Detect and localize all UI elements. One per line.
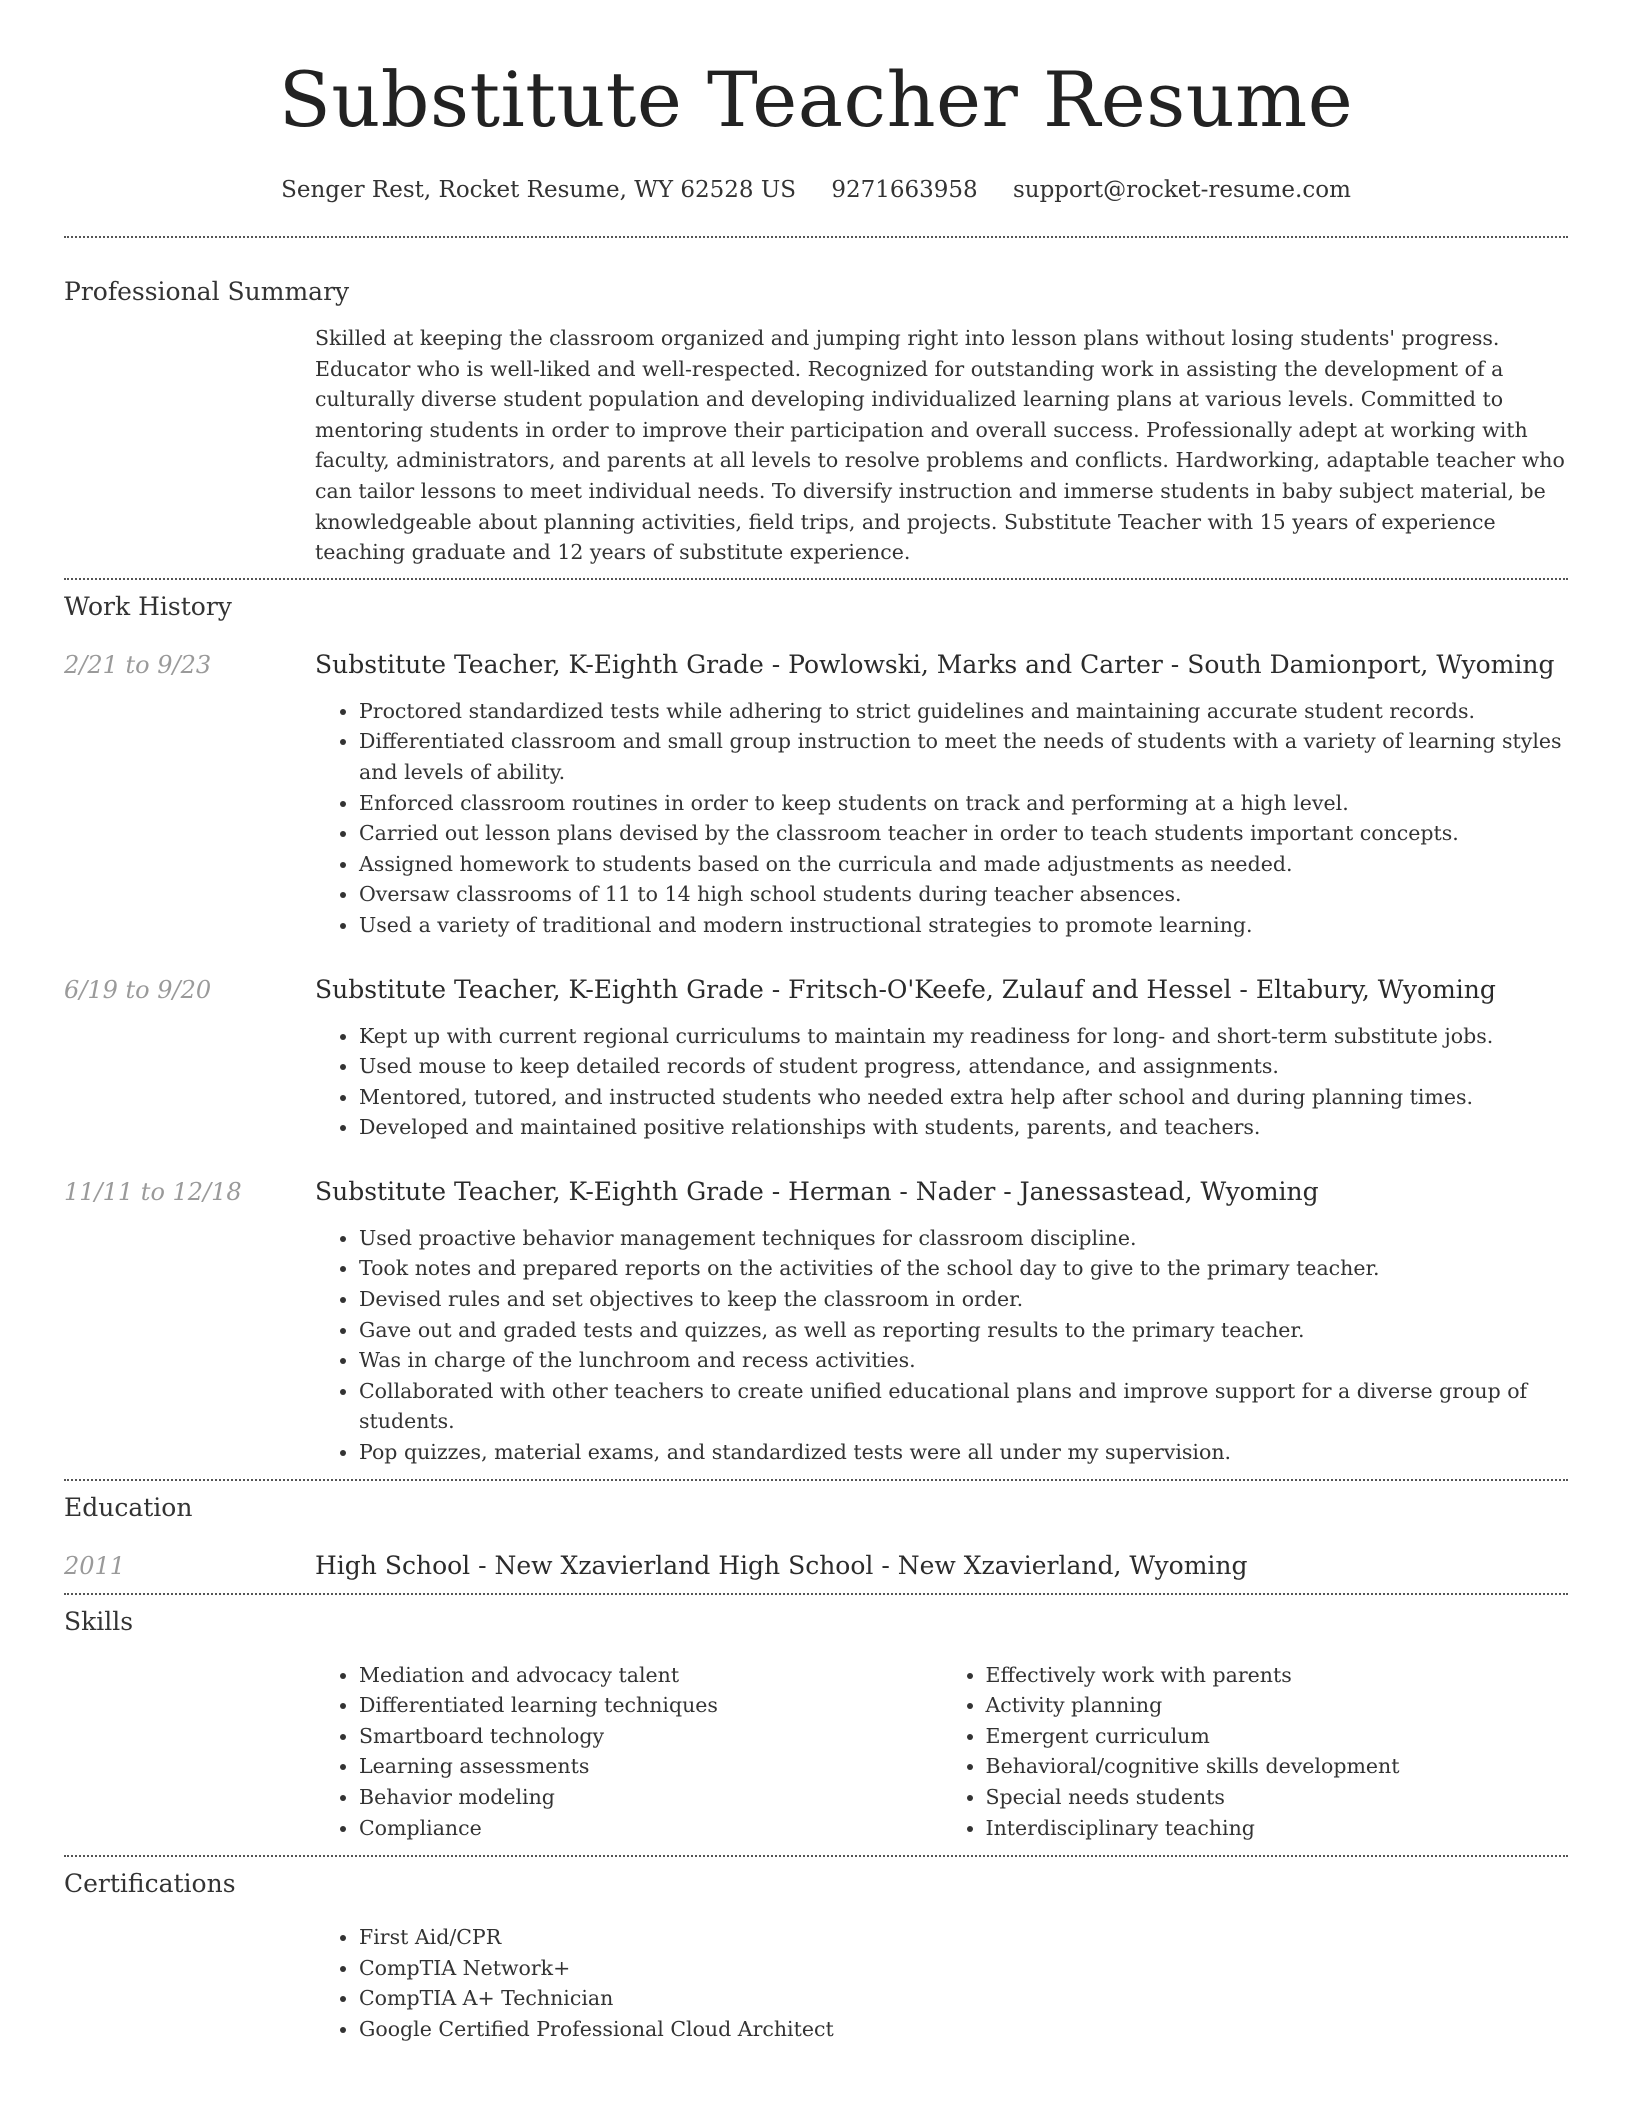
summary-section-title: Professional Summary xyxy=(64,277,350,306)
certifications-section-title: Certifications xyxy=(64,1869,236,1899)
summary-divider xyxy=(64,578,1568,580)
job-entry xyxy=(64,649,1568,941)
job-bullets xyxy=(315,1223,1568,1468)
header-divider xyxy=(64,236,1568,238)
job-bullets xyxy=(315,696,1568,941)
job-dates: 11/11 to 12/18 xyxy=(64,1177,242,1206)
list-item: • Mentored, tutored, and instructed students who needed extra help after school and during planning times. xyxy=(359,1082,1568,1113)
job-heading: Substitute Teacher, K-Eighth Grade - Powlowski, Marks and Carter - South Damionport, Wyoming xyxy=(315,649,1555,679)
list-item: • Activity planning xyxy=(986,1690,1569,1721)
skills-column-right xyxy=(942,1660,1569,1844)
job-dates: 2/21 to 9/23 xyxy=(64,650,212,679)
skills-divider xyxy=(64,1855,1568,1857)
list-item: • Took notes and prepared reports on the activities of the school day to give to the primary teacher. xyxy=(359,1253,1568,1284)
education-year: 2011 xyxy=(64,1551,126,1580)
list-item: • Enforced classroom routines in order to keep students on track and performing at a high level. xyxy=(359,788,1568,819)
list-item: • Collaborated with other teachers to create unified educational plans and improve support for a diverse group of students. xyxy=(359,1376,1568,1437)
list-item: • Google Certified Professional Cloud Architect xyxy=(359,2014,1568,2045)
skills-section-title: Skills xyxy=(64,1606,134,1636)
contact-address: Senger Rest, Rocket Resume, WY 62528 US xyxy=(281,177,796,203)
education-entry xyxy=(64,1550,1568,1582)
list-item: • Differentiated learning techniques xyxy=(359,1690,942,1721)
certifications-list xyxy=(315,1922,1568,2044)
contact-email: support@rocket-resume.com xyxy=(1012,177,1351,203)
list-item: • Proctored standardized tests while adhering to strict guidelines and maintaining accurate student records. xyxy=(359,696,1568,727)
education-heading: High School - New Xzavierland High School - New Xzavierland, Wyoming xyxy=(315,1550,1248,1580)
job-heading: Substitute Teacher, K-Eighth Grade - Fritsch-O'Keefe, Zulauf and Hessel - Eltabury, Wyoming xyxy=(315,974,1496,1004)
list-item: • Used proactive behavior management techniques for classroom discipline. xyxy=(359,1223,1568,1254)
list-item: • Special needs students xyxy=(986,1782,1569,1813)
list-item: • Used a variety of traditional and modern instructional strategies to promote learning. xyxy=(359,910,1568,941)
job-dates: 6/19 to 9/20 xyxy=(64,975,212,1004)
skills-list xyxy=(315,1660,1568,1844)
work-divider xyxy=(64,1479,1568,1481)
work-section-title: Work History xyxy=(64,591,232,621)
list-item: • Developed and maintained positive relationships with students, parents, and teachers. xyxy=(359,1112,1568,1143)
list-item: • Differentiated classroom and small group instruction to meet the needs of students with a variety of learning styles and levels of ability. xyxy=(359,726,1568,787)
list-item: • Devised rules and set objectives to keep the classroom in order. xyxy=(359,1284,1568,1315)
list-item: • Behavior modeling xyxy=(359,1782,942,1813)
list-item: • Emergent curriculum xyxy=(986,1721,1569,1752)
list-item: • Learning assessments xyxy=(359,1751,942,1782)
summary-text: Skilled at keeping the classroom organized and jumping right into lesson plans without losing students' progress. Educator who is well-liked and well-respected. Recognized for outstanding work in assisting the development of a culturally diverse student population and developing individualized learning plans at various levels. Committed to mentoring students in order to improve their participation and overall success. Professionally adept at working with faculty, administrators, and parents at all levels to resolve problems and conflicts. Hardworking, adaptable teacher who can tailor lessons to meet individual needs. To diversify instruction and immerse students in baby subject material, be knowledgeable about planning activities, field trips, and projects. Substitute Teacher with 15 years of experience teaching graduate and 12 years of substitute experience. xyxy=(315,326,1565,565)
resume-page xyxy=(64,0,1568,2045)
list-item: • Was in charge of the lunchroom and recess activities. xyxy=(359,1345,1568,1376)
list-item: • CompTIA Network+ xyxy=(359,1953,1568,1984)
resume-title: Substitute Teacher Resume xyxy=(278,55,1354,144)
list-item: • Kept up with current regional curriculums to maintain my readiness for long- and short-term substitute jobs. xyxy=(359,1021,1568,1052)
job-heading: Substitute Teacher, K-Eighth Grade - Herman - Nader - Janessastead, Wyoming xyxy=(315,1176,1319,1206)
job-bullets xyxy=(315,1021,1568,1143)
list-item: • Assigned homework to students based on the curricula and made adjustments as needed. xyxy=(359,849,1568,880)
education-divider xyxy=(64,1593,1568,1595)
list-item: • Carried out lesson plans devised by the classroom teacher in order to teach students important concepts. xyxy=(359,818,1568,849)
contact-phone: 9271663958 xyxy=(831,177,978,203)
list-item: • Effectively work with parents xyxy=(986,1660,1569,1691)
list-item: • Smartboard technology xyxy=(359,1721,942,1752)
list-item: • CompTIA A+ Technician xyxy=(359,1983,1568,2014)
list-item: • Behavioral/cognitive skills development xyxy=(986,1751,1569,1782)
job-entry xyxy=(64,974,1568,1143)
list-item: • Pop quizzes, material exams, and standardized tests were all under my supervision. xyxy=(359,1437,1568,1468)
skills-column-left xyxy=(315,1660,942,1844)
list-item: • Used mouse to keep detailed records of student progress, attendance, and assignments. xyxy=(359,1051,1568,1082)
list-item: • First Aid/CPR xyxy=(359,1922,1568,1953)
list-item: • Compliance xyxy=(359,1813,942,1844)
list-item: • Interdisciplinary teaching xyxy=(986,1813,1569,1844)
list-item: • Mediation and advocacy talent xyxy=(359,1660,942,1691)
job-entry xyxy=(64,1176,1568,1468)
list-item: • Oversaw classrooms of 11 to 14 high school students during teacher absences. xyxy=(359,879,1568,910)
list-item: • Gave out and graded tests and quizzes, as well as reporting results to the primary teacher. xyxy=(359,1315,1568,1346)
contact-line xyxy=(64,174,1568,206)
education-section-title: Education xyxy=(64,1492,193,1522)
